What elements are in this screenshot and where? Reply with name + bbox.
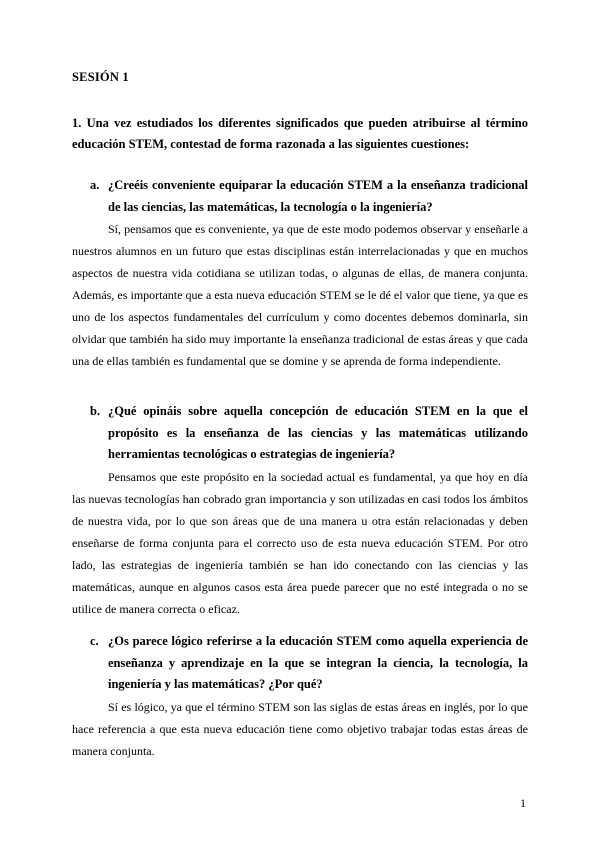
subquestion-a-letter: a. <box>90 178 100 192</box>
main-question: 1. Una vez estudiados los diferentes significados que pueden atribuirse al término educación STEM, contestad de forma razonada a las siguientes cuestiones: <box>72 116 528 151</box>
subquestion-b-text: ¿Qué opináis sobre aquella concepción de educación STEM en la que el propósito es la enseñanza de las ciencias y las matemáticas utilizando herramientas tecnológicas o estrategias de ingeniería? <box>108 404 528 461</box>
subquestion-c <box>72 631 528 762</box>
subquestion-c-letter: c. <box>90 634 99 648</box>
subquestion-b-heading <box>72 401 528 466</box>
subquestion-b-letter: b. <box>90 404 101 418</box>
subquestion-b <box>72 401 528 620</box>
subquestion-c-heading <box>72 631 528 696</box>
subquestion-a-text: ¿Creéis conveniente equiparar la educación STEM a la enseñanza tradicional de las ciencias, las matemáticas, la tecnología o la ingeniería? <box>108 178 528 214</box>
session-title: SESIÓN 1 <box>72 70 129 84</box>
subquestion-b-answer: Pensamos que este propósito en la sociedad actual es fundamental, ya que hoy en día las nuevas tecnologías han cobrado gran importancia y son utilizadas en casi todos los ámbitos de nuestra vida, por lo que son áreas que de una manera u otra están relacionadas y deben enseñarse de forma conjunta para el correcto uso de esta nueva educación STEM. Por otro lado, las estrategias de ingeniería también se han ido conectando con las ciencias y las matemáticas, aunque en algunos casos esta área puede parecer que no esté integrada o no se utilice de manera correcta o eficaz. <box>72 469 528 616</box>
page-number: 1 <box>520 796 526 810</box>
subquestion-c-text: ¿Os parece lógico referirse a la educación STEM como aquella experiencia de enseñanza y aprendizaje en la que se integran la ciencia, la tecnología, la ingeniería y las matemáticas? ¿Por qué? <box>108 634 528 691</box>
subquestion-c-answer: Sí es lógico, ya que el término STEM son las siglas de estas áreas en inglés, por lo que hace referencia a que esta nueva educación tiene como objetivo trabajar todas estas áreas de manera conjunta. <box>72 699 528 758</box>
subquestion-a-heading <box>72 175 528 218</box>
subquestion-a <box>72 175 528 372</box>
subquestion-a-answer: Sí, pensamos que es conveniente, ya que de este modo podemos observar y enseñarle a nuestros alumnos en un futuro que estas disciplinas están interrelacionadas y que en muchos aspectos de nuestra vida cotidiana se utilizan todas, o algunas de ellas, de manera conjunta. Además, es importante que a esta nueva educación STEM se le dé el valor que tiene, ya que es uno de los aspectos fundamentales del currículum y como docentes debemos dominarla, sin olvidar que también ha sido muy importante la enseñanza tradicional de estas áreas y que cada una de ellas también es fundamental que se domine y se aprenda de forma independiente. <box>72 222 528 368</box>
